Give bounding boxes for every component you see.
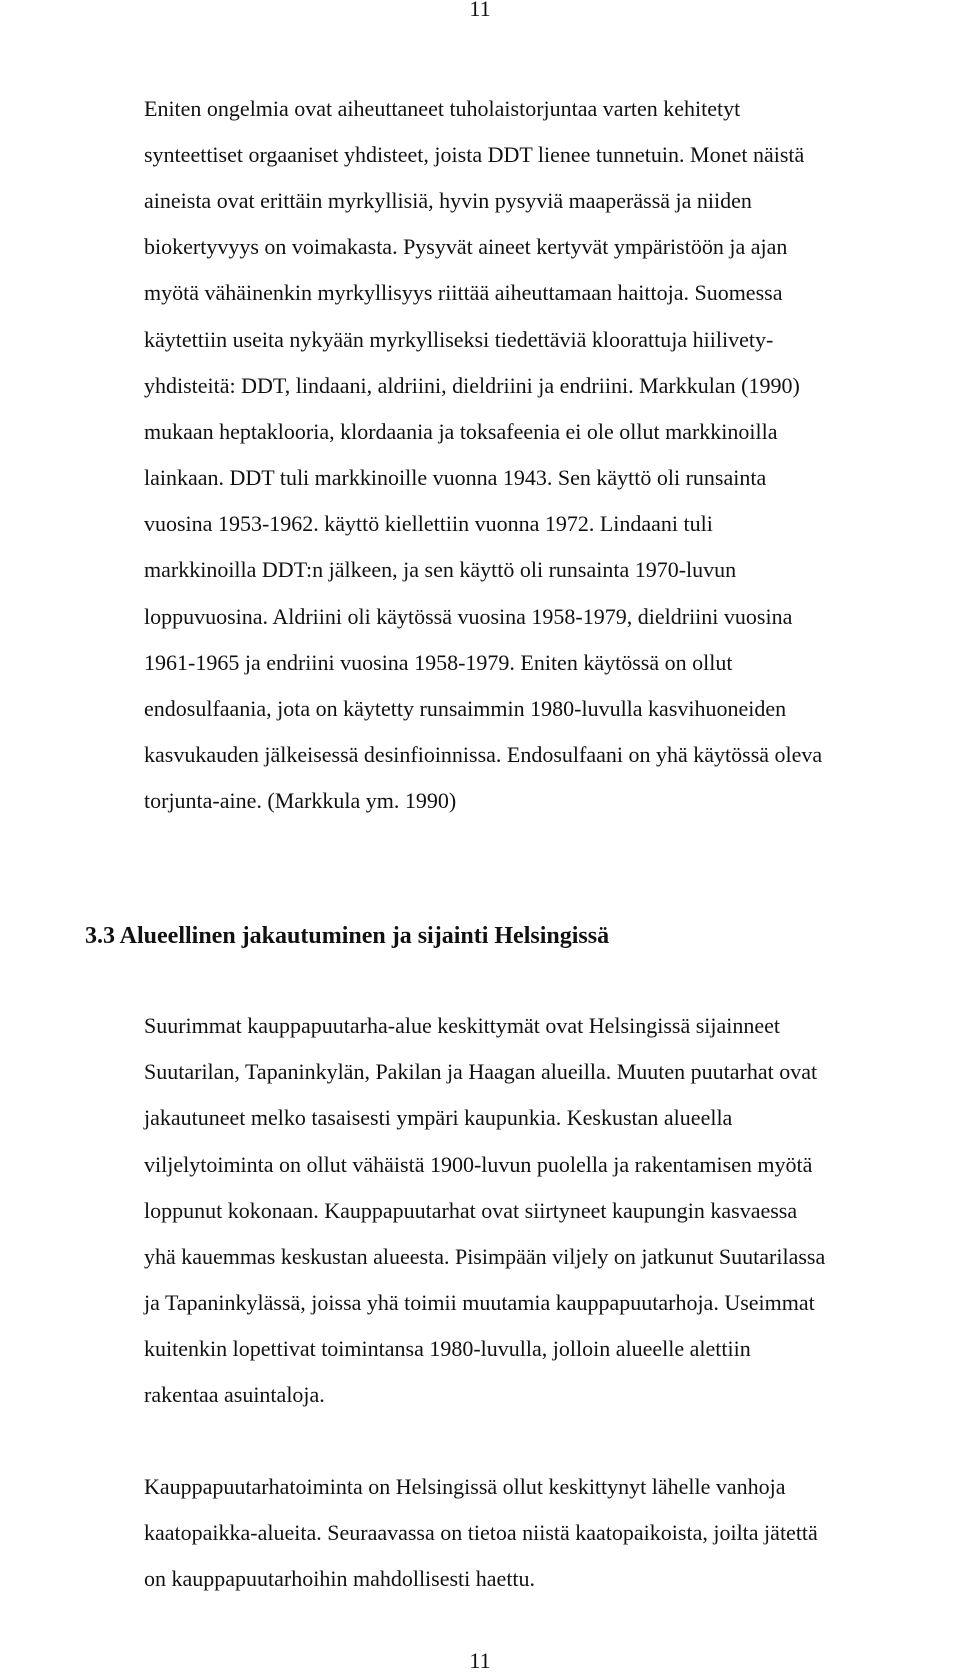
paragraph-line: Suutarilan, Tapaninkylän, Pakilan ja Haagan alueilla. Muuten puutarhat ovat xyxy=(144,1059,818,1084)
paragraph-line: jakautuneet melko tasaisesti ympäri kaupunkia. Keskustan alueella xyxy=(144,1105,733,1130)
paragraph-line: yhdisteitä: DDT, lindaani, aldriini, dieldriini ja endriini. Markkulan (1990) xyxy=(144,373,800,398)
paragraph-line: yhä kauemmas keskustan alueesta. Pisimpään viljely on jatkunut Suutarilassa xyxy=(144,1244,826,1269)
paragraph-line: synteettiset orgaaniset yhdisteet, joista DDT lienee tunnetuin. Monet näistä xyxy=(144,142,805,167)
paragraph-line: kaatopaikka-alueita. Seuraavassa on tietoa niistä kaatopaikoista, joilta jätettä xyxy=(144,1520,818,1545)
paragraph-line: vuosina 1953-1962. käyttö kiellettiin vuonna 1972. Lindaani tuli xyxy=(144,511,713,536)
paragraph-line: mukaan heptaklooria, klordaania ja toksafeenia ei ole ollut markkinoilla xyxy=(144,419,778,444)
page-number-bottom: 11 xyxy=(469,1648,491,1673)
paragraph-line: Suurimmat kauppapuutarha-alue keskittymät ovat Helsingissä sijainneet xyxy=(144,1013,781,1038)
paragraph-line: myötä vähäinenkin myrkyllisyys riittää aiheuttamaan haittoja. Suomessa xyxy=(144,280,783,305)
paragraph-line: endosulfaania, jota on käytetty runsaimmin 1980-luvulla kasvihuoneiden xyxy=(144,696,787,721)
paragraph-line: loppuvuosina. Aldriini oli käytössä vuosina 1958-1979, dieldriini vuosina xyxy=(144,604,793,629)
paragraph-line: 1961-1965 ja endriini vuosina 1958-1979. Eniten käytössä on ollut xyxy=(144,650,733,675)
paragraph-line: viljelytoiminta on ollut vähäistä 1900-luvun puolella ja rakentamisen myötä xyxy=(144,1152,813,1177)
paragraph-line: on kauppapuutarhoihin mahdollisesti haettu. xyxy=(144,1566,536,1591)
paragraph-line: käytettiin useita nykyään myrkylliseksi tiedettäviä kloorattuja hiilivety- xyxy=(144,327,774,352)
paragraph-line: Eniten ongelmia ovat aiheuttaneet tuholaistorjuntaa varten kehitetyt xyxy=(144,96,741,121)
paragraph-line: kuitenkin lopettivat toimintansa 1980-luvulla, jolloin alueelle alettiin xyxy=(144,1336,751,1361)
paragraph-line: loppunut kokonaan. Kauppapuutarhat ovat siirtyneet kaupungin kasvaessa xyxy=(144,1198,798,1223)
paragraph-line: biokertyvyys on voimakasta. Pysyvät aineet kertyvät ympäristöön ja ajan xyxy=(144,234,788,259)
paragraph-line: lainkaan. DDT tuli markkinoille vuonna 1943. Sen käyttö oli runsainta xyxy=(144,465,767,490)
paragraph-line: markkinoilla DDT:n jälkeen, ja sen käyttö oli runsainta 1970-luvun xyxy=(144,557,737,582)
page-number-top: 11 xyxy=(469,0,491,21)
paragraph-line: Kauppapuutarhatoiminta on Helsingissä ollut keskittynyt lähelle vanhoja xyxy=(144,1474,786,1499)
paragraph-line: ja Tapaninkylässä, joissa yhä toimii muutamia kauppapuutarhoja. Useimmat xyxy=(144,1290,815,1315)
section-heading: 3.3 Alueellinen jakautuminen ja sijainti Helsingissä xyxy=(85,923,610,949)
paragraph-line: kasvukauden jälkeisessä desinfioinnissa. Endosulfaani on yhä käytössä oleva xyxy=(144,742,823,767)
paragraph-line: aineista ovat erittäin myrkyllisiä, hyvin pysyviä maaperässä ja niiden xyxy=(144,188,752,213)
paragraph-line: rakentaa asuintaloja. xyxy=(144,1382,325,1407)
paragraph-line: torjunta-aine. (Markkula ym. 1990) xyxy=(144,788,457,813)
